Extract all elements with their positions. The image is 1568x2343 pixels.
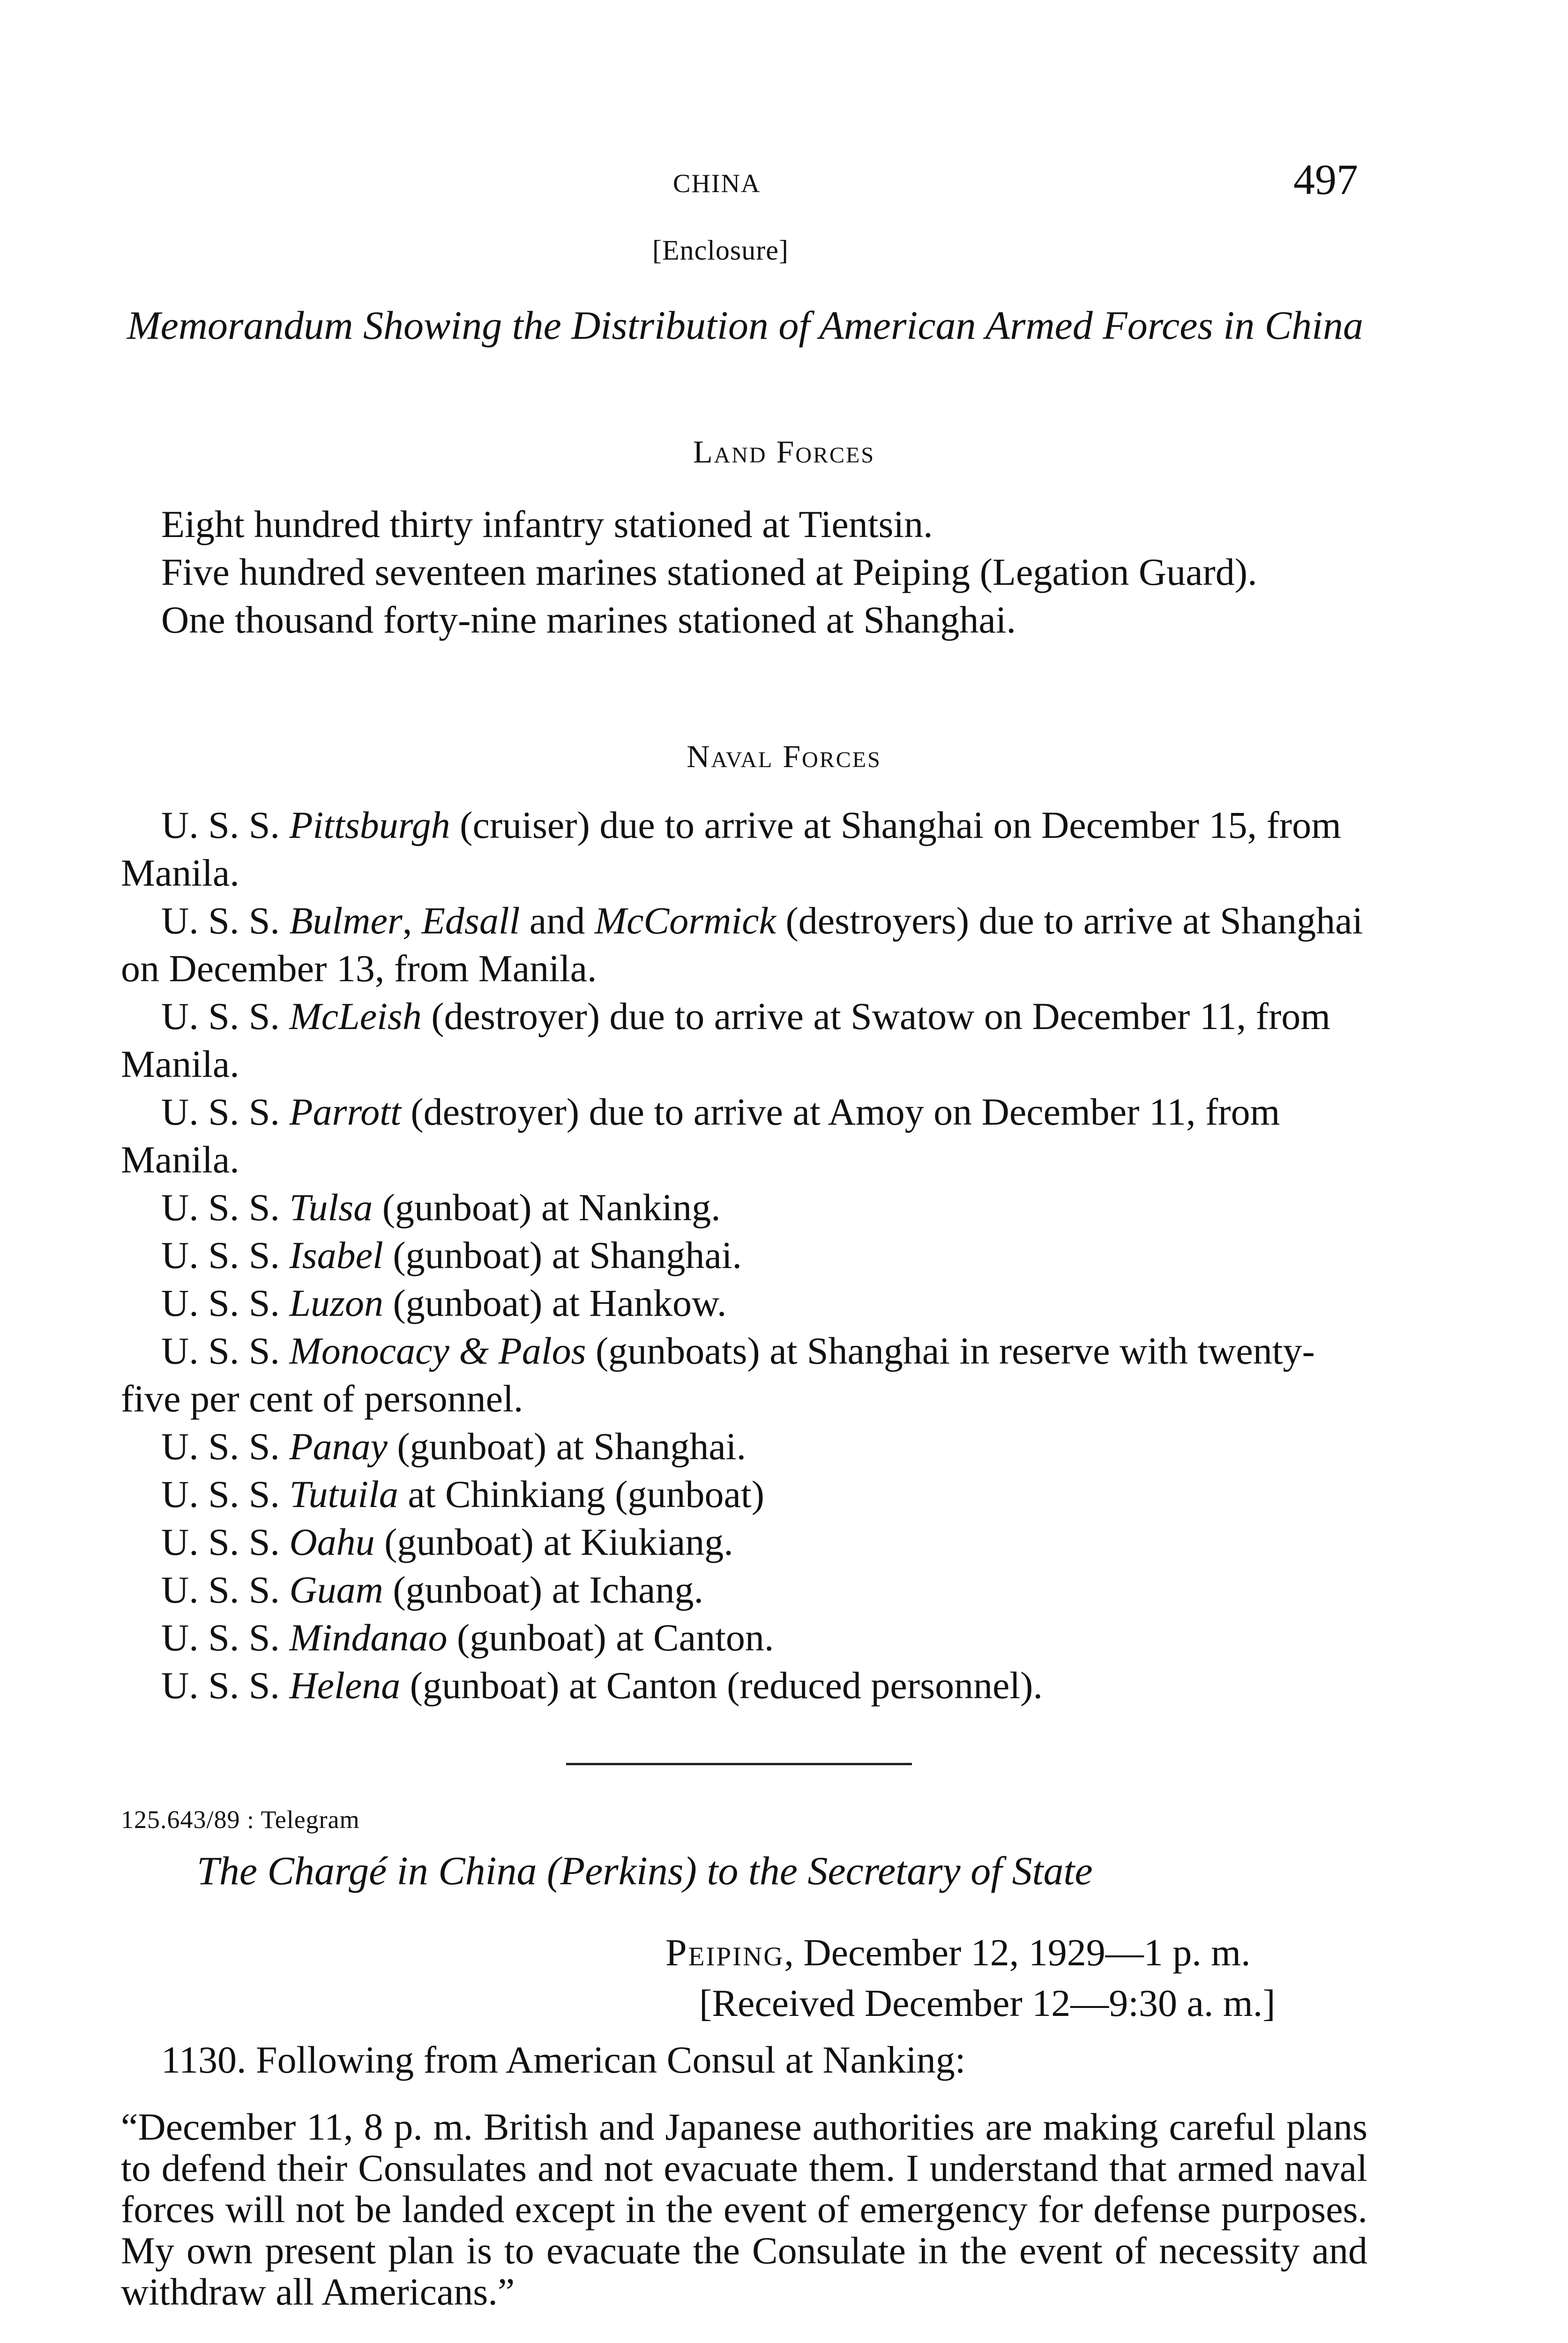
ship-prefix: U. S. S. bbox=[161, 899, 290, 942]
ship-name: McCormick bbox=[594, 899, 776, 942]
naval-forces-heading: Naval Forces bbox=[687, 739, 881, 774]
quoted-message-text: “December 11, 8 p. m. British and Japanese authorities are making careful plans to defend their Consulates and not evacuate them. I understand that armed naval forces will not be landed except in the event of emergency for defense purposes. My own present plan is to evacuate the Consulate in the event of necessity and withdraw all Americans.” bbox=[121, 2105, 1367, 2313]
ship-prefix: U. S. S. bbox=[161, 1186, 290, 1229]
naval-force-item bbox=[121, 1184, 1367, 1231]
message-intro bbox=[121, 2036, 1367, 2084]
ship-name: McLeish bbox=[289, 995, 422, 1037]
land-force-item: Eight hundred thirty infantry stationed at Tientsin. bbox=[161, 503, 933, 545]
enclosure-label: [Enclosure] bbox=[652, 235, 789, 266]
received-note: [Received December 12—9:30 a. m.] bbox=[699, 1982, 1276, 2024]
land-force-item: One thousand forty-nine marines stationed at Shanghai. bbox=[161, 598, 1016, 641]
ship-prefix: U. S. S. bbox=[161, 1090, 290, 1133]
ship-prefix: U. S. S. bbox=[161, 1568, 290, 1611]
ship-detail: (gunboat) at Canton. bbox=[447, 1616, 774, 1659]
ship-detail: (gunboat) at Nanking. bbox=[373, 1186, 721, 1229]
message-intro-line bbox=[121, 2036, 1367, 2084]
message-number: 1130. bbox=[161, 2038, 246, 2081]
quoted-message bbox=[121, 2106, 1367, 2313]
land-forces-heading: Land Forces bbox=[693, 434, 875, 470]
naval-force-item bbox=[121, 1614, 1367, 1662]
ship-separator: , bbox=[402, 899, 422, 942]
ship-name: Parrott bbox=[289, 1090, 401, 1133]
ship-name: Pittsburgh bbox=[289, 804, 450, 846]
ship-detail: (gunboat) at Ichang. bbox=[383, 1568, 703, 1611]
ship-detail: (gunboat) at Shanghai. bbox=[387, 1425, 747, 1468]
ship-name: Monocacy & Palos bbox=[289, 1329, 586, 1372]
ship-detail: (destroyer) due to arrive at Amoy on December 11, from Manila. bbox=[121, 1090, 1280, 1181]
ship-detail: (gunboat) at Shanghai. bbox=[383, 1234, 742, 1276]
message-intro-text: Following from American Consul at Nanking: bbox=[255, 2038, 966, 2081]
ship-name: Edsall bbox=[421, 899, 520, 942]
naval-force-item bbox=[121, 1662, 1367, 1709]
dateline-date: , December 12, 1929—1 p. m. bbox=[784, 1931, 1251, 1974]
ship-name: Tutuila bbox=[289, 1473, 398, 1515]
ship-prefix: U. S. S. bbox=[161, 1664, 290, 1707]
ship-prefix: U. S. S. bbox=[161, 1282, 290, 1324]
ship-detail: (destroyers) due to arrive at Shanghai on December 13, from Manila. bbox=[121, 899, 1363, 990]
naval-force-item bbox=[121, 801, 1367, 897]
ship-prefix: U. S. S. bbox=[161, 1234, 290, 1276]
dateline-place: Peiping bbox=[665, 1931, 784, 1974]
naval-force-item bbox=[121, 1327, 1367, 1423]
memorandum-title: Memorandum Showing the Distribution of American Armed Forces in China bbox=[127, 303, 1363, 348]
naval-force-item bbox=[121, 1279, 1367, 1327]
section-divider bbox=[566, 1763, 912, 1765]
ship-name: Oahu bbox=[289, 1521, 375, 1563]
page-number: 497 bbox=[1293, 156, 1358, 203]
naval-forces-list bbox=[121, 801, 1367, 1709]
ship-prefix: U. S. S. bbox=[161, 1521, 290, 1563]
ship-prefix: U. S. S. bbox=[161, 1473, 290, 1515]
naval-force-item bbox=[121, 1518, 1367, 1566]
ship-name: Guam bbox=[289, 1568, 383, 1611]
ship-detail: (gunboats) at Shanghai in reserve with twenty-five per cent of personnel. bbox=[121, 1329, 1315, 1420]
ship-detail: (gunboat) at Kiukiang. bbox=[374, 1521, 733, 1563]
naval-force-item bbox=[121, 1231, 1367, 1279]
naval-force-item bbox=[121, 1423, 1367, 1470]
ship-name: Helena bbox=[289, 1664, 401, 1707]
land-force-item: Five hundred seventeen marines stationed at Peiping (Legation Guard). bbox=[161, 551, 1257, 593]
ship-name: Mindanao bbox=[289, 1616, 448, 1659]
ship-detail: (destroyer) due to arrive at Swatow on December 11, from Manila. bbox=[121, 995, 1331, 1085]
ship-prefix: U. S. S. bbox=[161, 1329, 290, 1372]
ship-prefix: U. S. S. bbox=[161, 1616, 290, 1659]
ship-name: Luzon bbox=[289, 1282, 383, 1324]
ship-name: Isabel bbox=[289, 1234, 383, 1276]
telegram-title: The Chargé in China (Perkins) to the Secretary of State bbox=[197, 1848, 1093, 1893]
ship-name: Bulmer bbox=[289, 899, 403, 942]
naval-force-item bbox=[121, 1088, 1367, 1184]
land-forces-list bbox=[121, 500, 1367, 644]
ship-detail: (gunboat) at Canton (reduced personnel). bbox=[400, 1664, 1043, 1707]
naval-force-item bbox=[121, 1566, 1367, 1614]
dateline bbox=[665, 1931, 1251, 1975]
naval-force-item bbox=[121, 992, 1367, 1088]
running-head: CHINA bbox=[673, 169, 761, 198]
ship-prefix: U. S. S. bbox=[161, 995, 290, 1037]
ship-name: Panay bbox=[289, 1425, 388, 1468]
naval-force-item bbox=[121, 1470, 1367, 1518]
ship-prefix: U. S. S. bbox=[161, 804, 290, 846]
ship-detail: (cruiser) due to arrive at Shanghai on December 15, from Manila. bbox=[121, 804, 1341, 894]
file-reference: 125.643/89 : Telegram bbox=[121, 1806, 360, 1834]
ship-separator: and bbox=[520, 899, 595, 942]
ship-prefix: U. S. S. bbox=[161, 1425, 290, 1468]
naval-force-item bbox=[121, 897, 1367, 992]
ship-name: Tulsa bbox=[289, 1186, 373, 1229]
ship-detail: at Chinkiang (gunboat) bbox=[398, 1473, 764, 1515]
ship-detail: (gunboat) at Hankow. bbox=[383, 1282, 727, 1324]
